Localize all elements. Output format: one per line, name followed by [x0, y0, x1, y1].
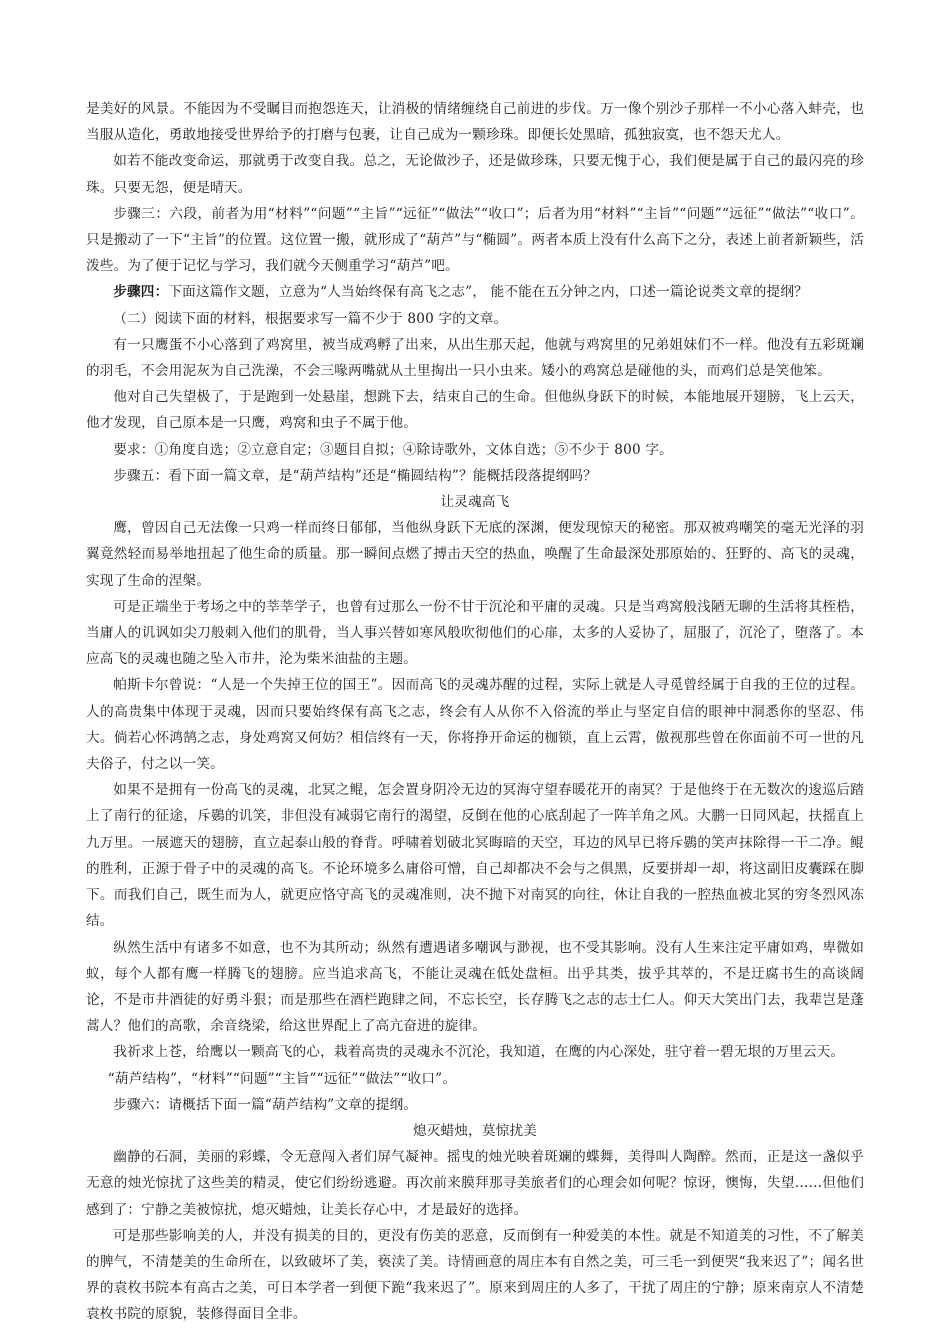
- step-four-text: 下面这篇作文题，立意为“人当始终保有高飞之志”， 能不能在五分钟之内，口述一篇论说类文章的提纲？: [168, 284, 808, 301]
- step-six-paragraph: 步骤六：请概括下面一篇“葫芦结构”文章的提纲。: [113, 1096, 418, 1113]
- material-paragraph-1: 有一只鹰蛋不小心落到了鸡窝里，被当成鸡孵了出来，从出生那天起，他就与鸡窝里的兄弟姐妹们不一样。他没有五彩斑斓的羽毛，不会用泥灰为自己洗澡，不会三喙两嘴就从土里掏出一只小虫来。矮小的鸡窝总是碰他的头，而鸡们总是笑他笨。: [86, 336, 864, 380]
- requirements-paragraph: 要求：①角度自选；②立意自定；③题目自拟；④除诗歌外，文体自选；⑤不少于 800 字。: [113, 441, 673, 458]
- paragraph-1: 是美好的风景。不能因为不受瞩目而抱怨连天，让消极的情绪缠绕自己前进的步伐。万一像个别沙子那样一不小心落入蚌壳，也当服从造化，勇敢地接受世界给予的打磨与包裹，让自己成为一颗珍珠。即便长处黑暗，孤独寂寞，也不怨天尤人。: [86, 101, 864, 144]
- essay1-paragraph-5: 纵然生活中有诸多不如意，也不为其所动；纵然有遭遇诸多嘲讽与渺视，也不受其影响。没有人生来注定平庸如鸡，卑微如蚁，每个人都有鹰一样腾飞的翅膀。应当追求高飞，不能让灵魂在低处盘桓。出乎其类，拔乎其萃的，不是迂腐书生的高谈阔论，不是市井酒徒的好勇斗狠；而是那些在酒栏跑肆之间，不忘长空，长存腾飞之志的志士仁人。仰天大笑出门去，我辈岂是蓬蒿人？他们的高歌，余音绕梁，给这世界配上了高亢奋进的旋律。: [86, 939, 864, 1035]
- essay1-paragraph-4: 如果不是拥有一份高飞的灵魂，北冥之鲲，怎会置身阴冷无边的冥海守望春暖花开的南冥？于是他终于在无数次的逡巡后踏上了南行的征途，斥鷃的讥笑，非但没有减弱它南行的渴望，反倒在他的心底刮起了一阵羊角之风。大鹏一日同风起，扶摇直上九万里。一展遮天的翅膀，直立起泰山般的脊背。呼啸着划破北冥晦暗的天空，耳边的风早已将斥鷃的笑声抹除得一干二净。鲲的胜利，正源于骨子中的灵魂的高飞。不论环境多么庸俗可憎，自己却都决不会与之俱黑，反要拼却一却，将这副旧皮囊踩在脚下。而我们自己，既生而为人，就更应恪守高飞的灵魂准则，决不抛下对南冥的向往，休让自我的一腔热血被北冥的穷冬烈风冻结。: [86, 782, 864, 930]
- essay2-paragraph-1: 幽静的石洞，美丽的彩蝶，令无意闯入者们屏气凝神。摇曳的烛光映着斑斓的蝶舞，美得叫人陶醉。然而，正是这一盏似乎无意的烛光惊扰了这些美的精灵，使它们纷纷逃避。再次前来膜拜那寻美旅者们的心理会如何呢？惊讶，懊悔，失望……但他们感到了：宁静之美被惊扰，熄灭蜡烛，让美长存心中，才是最好的选择。: [86, 1149, 864, 1218]
- essay2-paragraph-2: 可是那些影响美的人，并没有损美的目的，更没有伤美的恶意，反而倒有一种爱美的本性。就是不知道美的习性，不了解美的脾气，不清楚美的生命所在，以致破坏了美，亵渎了美。诗情画意的周庄本有自然之美，可三毛一到便哭“我来迟了”；闻名世界的袁枚书院本有高古之美，可日本学者一到便下跪“我来迟了”。原来到周庄的人多了，干扰了周庄的宁静；原来南京人不清楚袁枚书院的原貌，装修得面目全非。: [86, 1227, 864, 1323]
- material-heading: （二）阅读下面的材料，根据要求写一篇不少于 800 字的文章。: [113, 310, 508, 327]
- step-four-paragraph: [86, 279, 864, 305]
- essay1-paragraph-3: 帕斯卡尔曾说：“人是一个失掉王位的国王”。因而高飞的灵魂苏醒的过程，实际上就是人寻觅曾经属于自我的王位的过程。人的高贵集中体现于灵魂，因而只要始终保有高飞之志，终会有人从你不入俗流的举止与坚定自信的眼神中洞悉你的坚忍、伟大。倘若心怀鸿鹄之志，身处鸡窝又何妨？相信终有一天，你将挣开命运的枷锁，直上云霄，傲视那些曾在你面前不可一世的凡夫俗子，付之以一笑。: [86, 677, 864, 773]
- step-three-paragraph: 步骤三：六段，前者为用“材料”“问题”“主旨”“远征”“做法”“收口”；后者为用“材料”“主旨”“问题”“远征”“做法”“收口”。只是搬动了一下“主旨”的位置。这位置一搬，就形成了“葫芦”与“椭圆”。两者本质上没有什么高下之分，表述上前者新颖些，活泼些。为了便于记忆与学习，我们就今天侧重学习“葫芦”吧。: [86, 205, 864, 275]
- step-five-paragraph: 步骤五：看下面一篇文章，是“葫芦结构”还是“椭圆结构”？能概括段落提纲吗？: [113, 467, 597, 484]
- step-four-label: 步骤四：: [113, 284, 169, 301]
- paragraph-2: 如若不能改变命运，那就勇于改变自我。总之，无论做沙子，还是做珍珠，只要无愧于心，我们便是属于自己的最闪亮的珍珠。只要无怨，便是晴天。: [86, 153, 864, 196]
- essay1-paragraph-1: 鹰，曾因自己无法像一只鸡一样而终日郁郁，当他纵身跃下无底的深渊，便发现惊天的秘密。那双被鸡嘲笑的毫无光泽的羽翼竟然轻而易举地扭起了他生命的质量。那一瞬间点燃了搏击天空的热血，唤醒了生命最深处那原始的、狂野的、高飞的灵魂，实现了生命的涅槃。: [86, 520, 864, 589]
- essay-title-1: 让灵魂高飞: [440, 494, 510, 511]
- essay-title-2: 熄灭蜡烛，莫惊扰美: [412, 1122, 538, 1139]
- essay1-paragraph-2: 可是正端坐于考场之中的莘莘学子，也曾有过那么一份不甘于沉沦和平庸的灵魂。只是当鸡窝般浅陋无聊的生活将其桎梏，当庸人的讥讽如尖刀般刺入他们的肌骨，当人事兴替如寒风般吹彻他们的心扉，太多的人妥协了，屈服了，沉沦了，堕落了。本应高飞的灵魂也随之坠入市井，沦为柴米油盐的主题。: [86, 598, 864, 668]
- structure-summary: “葫芦结构”，“材料”“问题”“主旨”“远征”“做法”“收口”。: [107, 1070, 457, 1087]
- material-paragraph-2: 他对自己失望极了，于是跑到一处悬崖，想跳下去，结束自己的生命。但他纵身跃下的时候，本能地展开翅膀，飞上云天，他才发现，自己原本是一只鹰，鸡窝和虫子不属于他。: [86, 389, 864, 432]
- essay1-paragraph-6: 我祈求上苍，给鹰以一颗高飞的心，栽着高贵的灵魂永不沉沦，我知道，在鹰的内心深处，驻守着一碧无垠的万里云天。: [113, 1044, 845, 1061]
